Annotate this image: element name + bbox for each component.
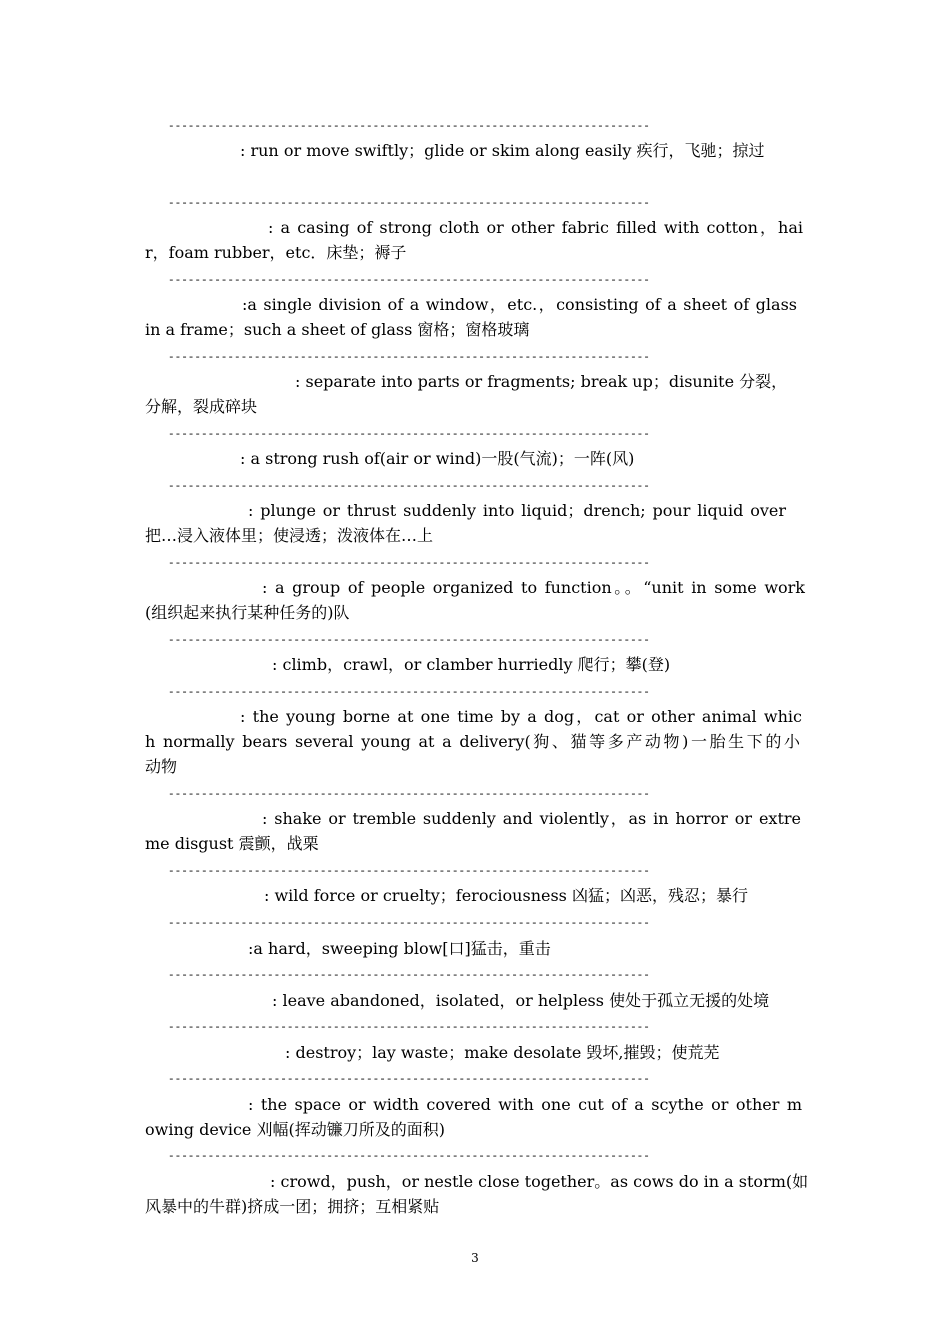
page-number: 3 (471, 1251, 479, 1265)
separator-line: ------------------------------------------------------------------------- (168, 635, 650, 647)
definition-line: : a group of people organized to function。。“unit in some work (262, 578, 805, 597)
definition-line: : wild force or cruelty；ferociousness 凶猛；凶恶，残忍；暴行 (264, 886, 748, 905)
definition-line: : plunge or thrust suddenly into liquid；drench; pour liquid over (248, 501, 786, 520)
definition-line: owing device 刈幅(挥动镰刀所及的面积) (145, 1120, 445, 1139)
separator-line: ------------------------------------------------------------------------- (168, 275, 650, 287)
definition-line: : climb，crawl，or clamber hurriedly 爬行；攀(登) (272, 655, 671, 674)
definition-line: : separate into parts or fragments; break up；disunite 分裂， (295, 372, 788, 391)
definition-line: :a hard，sweeping blow[口]猛击，重击 (248, 939, 551, 958)
separator-line: ------------------------------------------------------------------------- (168, 789, 650, 801)
definition-line: me disgust 震颤，战栗 (145, 834, 319, 853)
separator-line: ------------------------------------------------------------------------- (168, 1074, 650, 1086)
definition-line: 风暴中的牛群)挤成一团；拥挤；互相紧贴 (145, 1197, 440, 1216)
separator-line: ------------------------------------------------------------------------- (168, 918, 650, 930)
separator-line: ------------------------------------------------------------------------- (168, 558, 650, 570)
separator-line: ------------------------------------------------------------------------- (168, 481, 650, 493)
definition-line: : crowd，push，or nestle close together。as cows do in a storm(如 (270, 1172, 809, 1191)
definition-line: : run or move swiftly；glide or skim along easily 疾行，飞驰；掠过 (240, 141, 765, 160)
separator-line: ------------------------------------------------------------------------- (168, 429, 650, 441)
separator-line: ------------------------------------------------------------------------- (168, 970, 650, 982)
definition-line: : the space or width covered with one cut of a scythe or other m (248, 1095, 802, 1114)
definition-line: h normally bears several young at a delivery(狗、猫等多产动物)一胎生下的小 (145, 732, 800, 751)
definition-line: : a strong rush of(air or wind)一股(气流)；一阵(风) (240, 449, 635, 468)
definition-line: 动物 (145, 757, 178, 776)
separator-line: ------------------------------------------------------------------------- (168, 866, 650, 878)
definition-line: :a single division of a window，etc.，consisting of a sheet of glass (242, 295, 798, 314)
definition-line: (组织起来执行某种任务的)队 (145, 603, 350, 622)
definition-line: 分解，裂成碎块 (145, 397, 258, 416)
separator-line: ------------------------------------------------------------------------- (168, 1022, 650, 1034)
definition-line: : the young borne at one time by a dog，cat or other animal whic (240, 707, 802, 726)
definition-line: : leave abandoned，isolated，or helpless 使处于孤立无援的处境 (272, 991, 770, 1010)
separator-line: ------------------------------------------------------------------------- (168, 1151, 650, 1163)
separator-line: ------------------------------------------------------------------------- (168, 121, 650, 133)
definition-line: r，foam rubber，etc．床垫；褥子 (145, 243, 407, 262)
definition-line: 把…浸入液体里；使浸透；泼液体在…上 (145, 526, 434, 545)
separator-line: ------------------------------------------------------------------------- (168, 198, 650, 210)
definition-line: : destroy；lay waste；make desolate 毁坏,摧毁；使荒芜 (285, 1043, 720, 1062)
definition-line: in a frame；such a sheet of glass 窗格；窗格玻璃 (145, 320, 530, 339)
definition-line: : shake or tremble suddenly and violently，as in horror or extre (262, 809, 801, 828)
separator-line: ------------------------------------------------------------------------- (168, 687, 650, 699)
definition-line: : a casing of strong cloth or other fabric filled with cotton，hai (268, 218, 803, 237)
separator-line: ------------------------------------------------------------------------- (168, 352, 650, 364)
